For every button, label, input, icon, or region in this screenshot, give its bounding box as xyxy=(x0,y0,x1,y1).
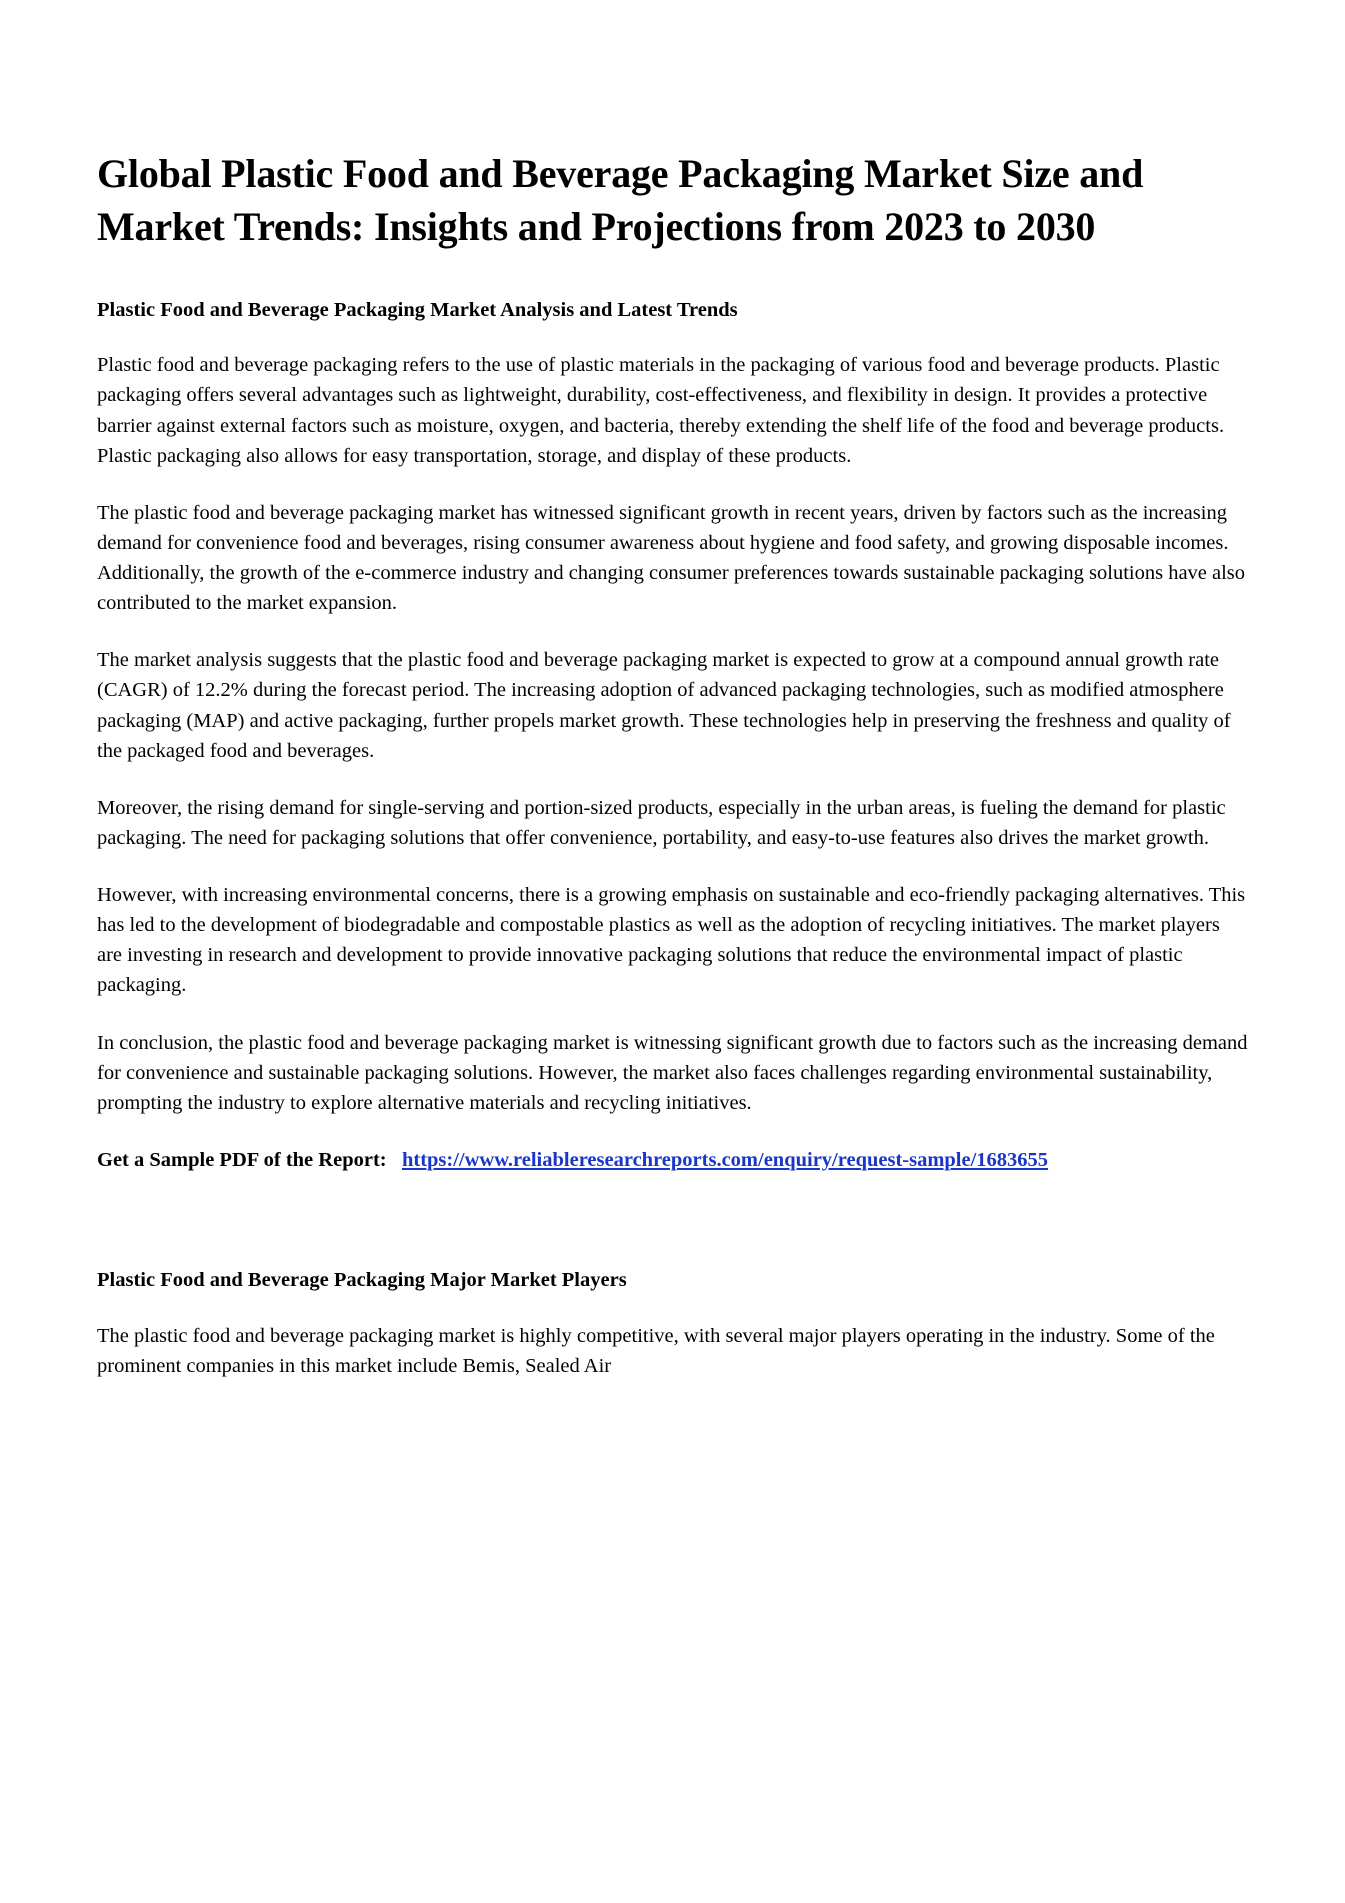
sample-pdf-label: Get a Sample PDF of the Report: xyxy=(97,1148,387,1171)
paragraph-cagr-analysis: The market analysis suggests that the plastic food and beverage packaging market is expected to grow at a compound annual growth rate (CAGR) of 12.2% during the forecast period. The increasing adoption of advanced packaging technologies, such as modified atmosphere packaging (MAP) and active packaging, further propels market growth. These technologies help in preserving the freshness and quality of the packaged food and beverages. xyxy=(97,649,1231,762)
paragraph-single-serving-demand: Moreover, the rising demand for single-serving and portion-sized products, especially in the urban areas, is fueling the demand for plastic packaging. The need for packaging solutions that offer convenience, portability, and easy-to-use features also drives the market growth. xyxy=(97,796,1226,849)
analysis-section-heading: Plastic Food and Beverage Packaging Market Analysis and Latest Trends xyxy=(97,298,738,321)
sample-pdf-line xyxy=(97,1145,1248,1175)
paragraph-major-players: The plastic food and beverage packaging market is highly competitive, with several major players operating in the industry. Some of the prominent companies in this market include Bemis, Sealed Air xyxy=(97,1324,1215,1377)
paragraph-growth-drivers: The plastic food and beverage packaging market has witnessed significant growth in recent years, driven by factors such as the increasing demand for convenience food and beverages, rising consumer awareness about hygiene and food safety, and growing disposable incomes. Additionally, the growth of the e-commerce industry and changing consumer preferences towards sustainable packaging solutions have also contributed to the market expansion. xyxy=(97,501,1246,615)
request-sample-link[interactable]: https://www.reliableresearchreports.com/enquiry/request-sample/1683655 xyxy=(401,1148,1049,1171)
section-spacer xyxy=(97,1202,1248,1266)
sample-pdf-spacer xyxy=(392,1149,402,1171)
major-players-heading: Plastic Food and Beverage Packaging Major Market Players xyxy=(97,1269,627,1292)
paragraph-environmental-concerns: However, with increasing environmental concerns, there is a growing emphasis on sustainable and eco-friendly packaging alternatives. This has led to the development of biodegradable and compostable plastics as well as the adoption of recycling initiatives. The market players are investing in research and development to provide innovative packaging solutions that reduce the environmental impact of plastic packaging. xyxy=(97,884,1246,997)
paragraph-definition: Plastic food and beverage packaging refers to the use of plastic materials in the packaging of various food and beverage products. Plastic packaging offers several advantages such as lightweight, durability, cost-effectiveness, and flexibility in design. It provides a protective barrier against external factors such as moisture, oxygen, and bacteria, thereby extending the shelf life of the food and beverage products. Plastic packaging also allows for easy transportation, storage, and display of these products. xyxy=(97,354,1225,467)
paragraph-conclusion: In conclusion, the plastic food and beverage packaging market is witnessing significant growth due to factors such as the increasing demand for convenience and sustainable packaging solutions. However, the market also faces challenges regarding environmental sustainability, prompting the industry to explore alternative materials and recycling initiatives. xyxy=(97,1031,1248,1114)
page-title: Global Plastic Food and Beverage Packaging Market Size and Market Trends: Insights and Projections from 2023 to 2030 xyxy=(97,151,1144,249)
